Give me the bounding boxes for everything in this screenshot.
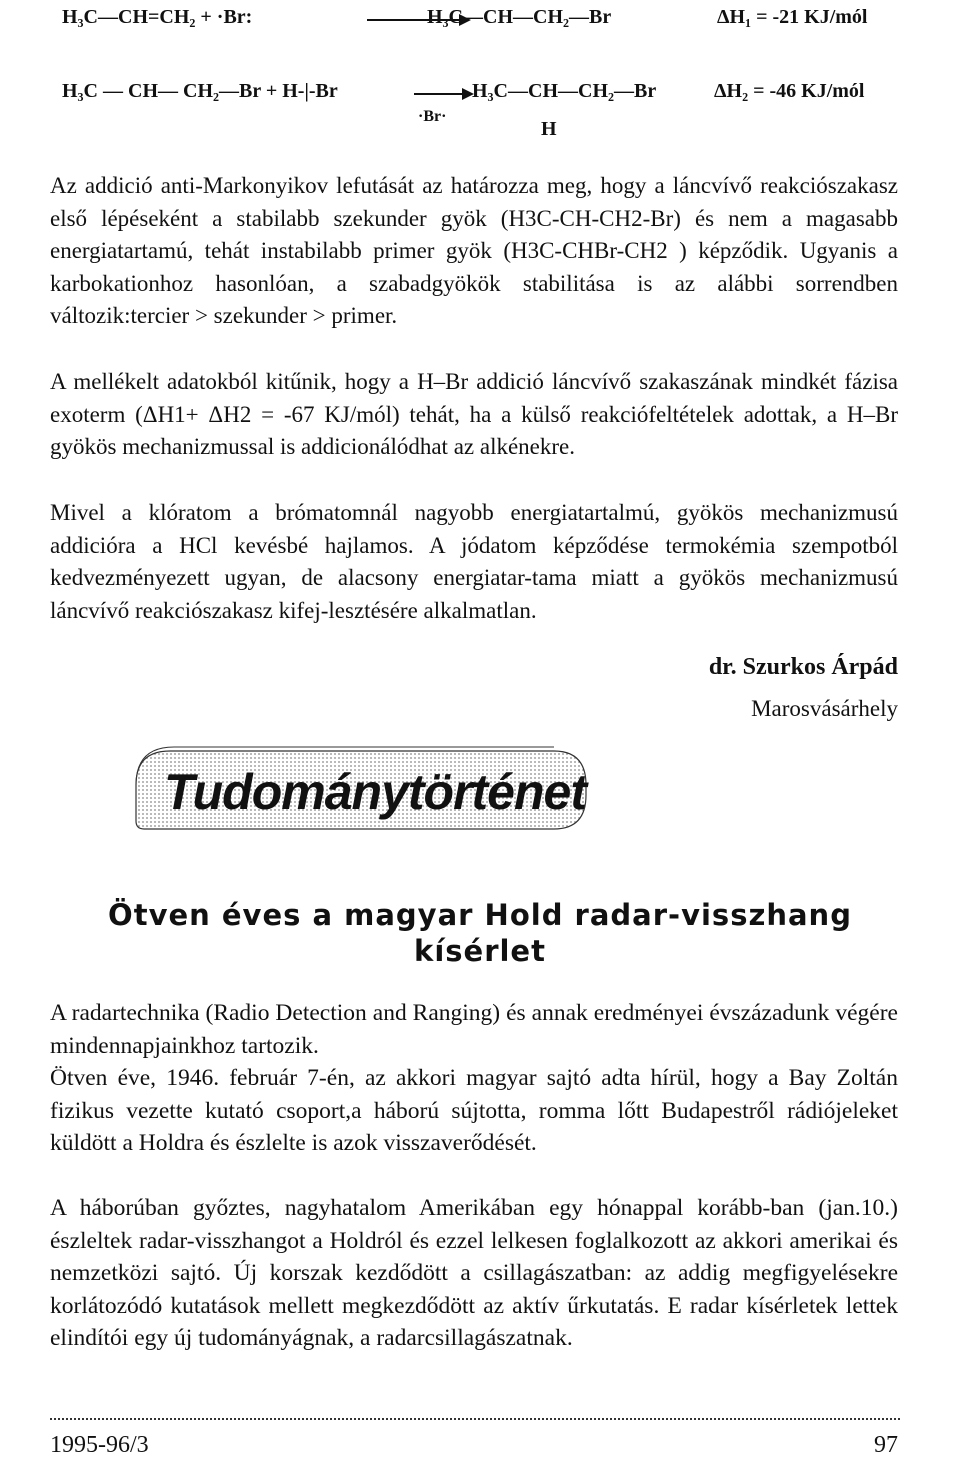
reaction-1-reactants: H₃C—CH=CH₂ + ·Br:: [62, 6, 253, 28]
article-title: [60, 897, 900, 969]
author-name: dr. Szurkos Árpád: [708, 654, 898, 680]
reaction-2-radical-label: ·Br·: [418, 108, 447, 125]
footer-divider: [50, 1418, 900, 1420]
reaction-1: [62, 6, 902, 36]
reaction-2-hydrogen-label: H: [541, 118, 557, 140]
author-location: Marosvásárhely: [751, 696, 898, 721]
reaction-1-product: H₃C—CH—CH₂—Br: [427, 6, 612, 28]
article-title-line-1: Ötven éves a magyar Hold radar-visszhang: [108, 898, 852, 932]
section-banner: [130, 745, 592, 833]
paragraph-halogens: Mivel a klóratom a brómatomnál nagyobb energiatartalmú, gyökös mechanizmusú addicióra a HCl kevésbé hajlamos. A jódatom képződése termokémia szempotból kedvezményezett ugyan, de alacsony energiatar-tama miatt a gyökös mechanizmusú láncvívő reakciószakasz kifej-lesztésére alkalmatlan.: [50, 500, 898, 623]
reaction-2-product: H₃C—CH—CH₂—Br: [472, 80, 657, 102]
reaction-1-enthalpy: ΔH₁ = -21 KJ/mól: [717, 6, 868, 28]
reaction-2-arrow: [414, 93, 470, 95]
reaction-2: [62, 80, 902, 140]
footer-page-number: 97: [874, 1432, 898, 1458]
paragraph-exoterm: A mellékelt adatokból kitűnik, hogy a H–Br addició láncvívő szakaszának mindkét fázisa exoterm (ΔH1+ ΔH2 = -67 KJ/mól) tehát, ha a külső reakciófeltételek adottak, a H–Br gyökös mechanizmussal is addicionálódhat az alkénekre.: [50, 369, 898, 460]
paragraph-anti-markonyikov: Az addició anti-Markonyikov lefutását az határozza meg, hogy a láncvívő reakciószakasz első lépéseként a stabilabb szekunder gyök (H3C-CH-CH2-Br) és nem a magasabb energiatartamú, tehát instabilabb primer gyök (H3C-CHBr-CH2 ) képződik. Ugyanis a karbokationhoz hasonlóan, a szabadgyökök stabilitása is az alábbi sorrendben változik:tercier > szekunder > primer.: [50, 173, 898, 329]
footer-issue: 1995-96/3: [50, 1432, 149, 1458]
reaction-2-enthalpy: ΔH₂ = -46 KJ/mól: [714, 80, 865, 102]
section-banner-title: Tudománytörténet: [164, 764, 586, 820]
article-title-line-2: kísérlet: [414, 934, 546, 968]
article-paragraph-2: Ötven éve, 1946. február 7-én, az akkori magyar sajtó adta hírül, hogy a Bay Zoltán fizikus vezette kutató csoport,a háború sújtotta, romma lőtt Budapestről rádiójeleket küldött a Holdra és észlelte is azok visszaverődését.: [50, 1065, 898, 1157]
reaction-2-reactants: H₃C — CH— CH₂—Br + H-|-Br: [62, 80, 338, 102]
article-paragraph-3: A háborúban győztes, nagyhatalom Amerikában egy hónappal korább-ban (jan.10.) észleltek radar-visszhangot a Holdról és ezzel lelkesen foglalkozott az akkori amerikai és nemzetközi sajtó. Új korszak kezdődött a csillagászatban: az addig megfigyelésekre korlátozódó kutatások mellett megkezdődött az aktív űrkutatás. E radar kísérletek lettek elindítói egy új tudományágnak, a radarcsillagászatnak.: [50, 1195, 898, 1352]
article-paragraph-1: A radartechnika (Radio Detection and Ranging) és annak eredményei évszázadunk végére mindennapjainkhoz tartozik.: [50, 1000, 898, 1059]
